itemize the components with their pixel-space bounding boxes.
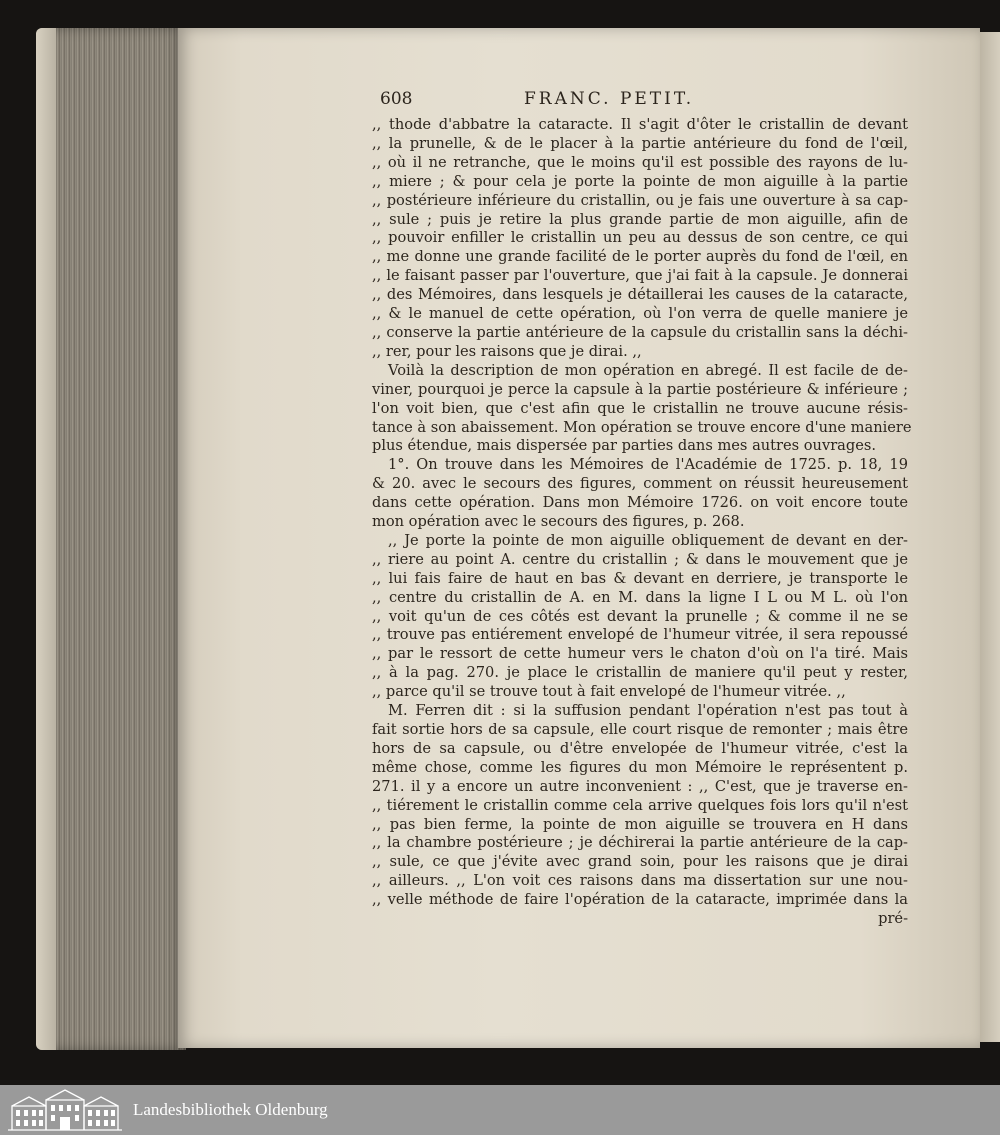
text-line: ,, ailleurs. ,, L'on voit ces raisons dans ma dissertation sur une nou- bbox=[372, 872, 908, 890]
text-line: ,, trouve pas entiérement envelopé de l'humeur vitrée, il sera repoussé bbox=[372, 626, 908, 644]
text-line: ,, pouvoir enfiller le cristallin un peu au dessus de son centre, ce qui bbox=[372, 229, 908, 247]
text-line: viner, pourquoi je perce la capsule à la partie postérieure & inférieure ; bbox=[372, 380, 908, 398]
text-line: ,, des Mémoires, dans lesquels je détaillerai les causes de la cataracte, bbox=[372, 286, 908, 304]
text-line: ,, par le ressort de cette humeur vers le chaton d'où on l'a tiré. Mais bbox=[372, 645, 908, 663]
body-text bbox=[372, 116, 912, 929]
page-header bbox=[380, 89, 908, 111]
text-line: ,, velle méthode de faire l'opération de la cataracte, imprimée dans la bbox=[372, 891, 908, 909]
text-line: ,, miere ; & pour cela je porte la pointe de mon aiguille à la partie bbox=[372, 172, 908, 190]
library-building-logo bbox=[6, 1088, 124, 1132]
running-head: FRANC. PETIT. bbox=[524, 89, 695, 109]
text-line: ,, lui fais faire de haut en bas & devant en derriere, je transporte le bbox=[372, 569, 908, 587]
text-line: ,, riere au point A. centre du cristallin ; & dans le mouvement que je bbox=[372, 550, 908, 568]
text-line: l'on voit bien, que c'est afin que le cristallin ne trouve aucune résis- bbox=[372, 399, 908, 417]
text-line: ,, où il ne retranche, que le moins qu'il est possible des rayons de lu- bbox=[372, 153, 908, 171]
text-line: M. Ferren dit : si la suffusion pendant l'opération n'est pas tout à bbox=[388, 702, 908, 720]
text-line: ,, postérieure inférieure du cristallin, ou je fais une ouverture à sa cap- bbox=[372, 191, 908, 209]
text-line: tance à son abaissement. Mon opération se trouve encore d'une maniere bbox=[372, 418, 912, 436]
library-name: Landesbibliothek Oldenburg bbox=[133, 1100, 328, 1119]
text-line: plus étendue, mais dispersée par parties dans mes autres ouvrages. bbox=[372, 437, 876, 455]
text-line: 1°. On trouve dans les Mémoires de l'Académie de 1725. p. 18, 19 bbox=[388, 456, 908, 474]
text-line: ,, parce qu'il se trouve tout à fait envelopé de l'humeur vitrée. ,, bbox=[372, 683, 846, 701]
text-line: ,, pas bien ferme, la pointe de mon aiguille se trouvera en H dans bbox=[372, 815, 908, 833]
text-line: ,, la chambre postérieure ; je déchirerai la partie antérieure de la cap- bbox=[372, 834, 908, 852]
text-line: ,, conserve la partie antérieure de la capsule du cristallin sans la déchi- bbox=[372, 323, 908, 341]
text-line: & 20. avec le secours des figures, comment on réussit heureusement bbox=[372, 475, 908, 493]
page-number: 608 bbox=[380, 89, 413, 109]
text-line: ,, & le manuel de cette opération, où l'on verra de quelle maniere je bbox=[372, 305, 908, 323]
text-line: ,, le faisant passer par l'ouverture, que j'ai fait à la capsule. Je donnerai bbox=[372, 267, 908, 285]
text-line: ,, centre du cristallin de A. en M. dans la ligne I L ou M L. où l'on bbox=[372, 588, 908, 606]
text-line: même chose, comme les figures du mon Mémoire le représentent p. bbox=[372, 758, 908, 776]
text-line: dans cette opération. Dans mon Mémoire 1726. on voit encore toute bbox=[372, 494, 908, 512]
text-line: ,, thode d'abbatre la cataracte. Il s'agit d'ôter le cristallin de devant bbox=[372, 116, 908, 133]
text-line: hors de sa capsule, ou d'être envelopée de l'humeur vitrée, c'est la bbox=[372, 739, 908, 757]
text-line: ,, la prunelle, & de le placer à la partie antérieure du fond de l'œil, bbox=[372, 134, 908, 152]
text-line: ,, tiérement le cristallin comme cela arrive quelques fois lors qu'il n'est bbox=[372, 796, 908, 814]
text-line: ,, voit qu'un de ces côtés est devant la prunelle ; & comme il ne se bbox=[372, 607, 908, 625]
book-page-edges bbox=[36, 28, 186, 1050]
catchword: pré- bbox=[878, 910, 908, 928]
text-line: ,, à la pag. 270. je place le cristallin de maniere qu'il peut y rester, bbox=[372, 664, 908, 682]
text-line: ,, rer, pour les raisons que je dirai. ,, bbox=[372, 342, 642, 360]
text-line: 271. il y a encore un autre inconvenient : ,, C'est, que je traverse en- bbox=[372, 777, 908, 795]
text-line: mon opération avec le secours des figures, p. 268. bbox=[372, 513, 745, 531]
text-line: fait sortie hors de sa capsule, elle court risque de remonter ; mais être bbox=[372, 721, 908, 738]
text-line: ,, Je porte la pointe de mon aiguille obliquement de devant en der- bbox=[388, 531, 908, 549]
facing-page-edge bbox=[980, 32, 1000, 1042]
text-line: ,, sule, ce que j'évite avec grand soin, pour les raisons que je dirai bbox=[372, 853, 908, 871]
text-line: ,, sule ; puis je retire la plus grande partie de mon aiguille, afin de bbox=[372, 210, 908, 228]
text-line: Voilà la description de mon opération en abregé. Il est facile de de- bbox=[388, 361, 908, 379]
text-line: ,, me donne une grande facilité de le porter auprès du fond de l'œil, en bbox=[372, 248, 908, 266]
